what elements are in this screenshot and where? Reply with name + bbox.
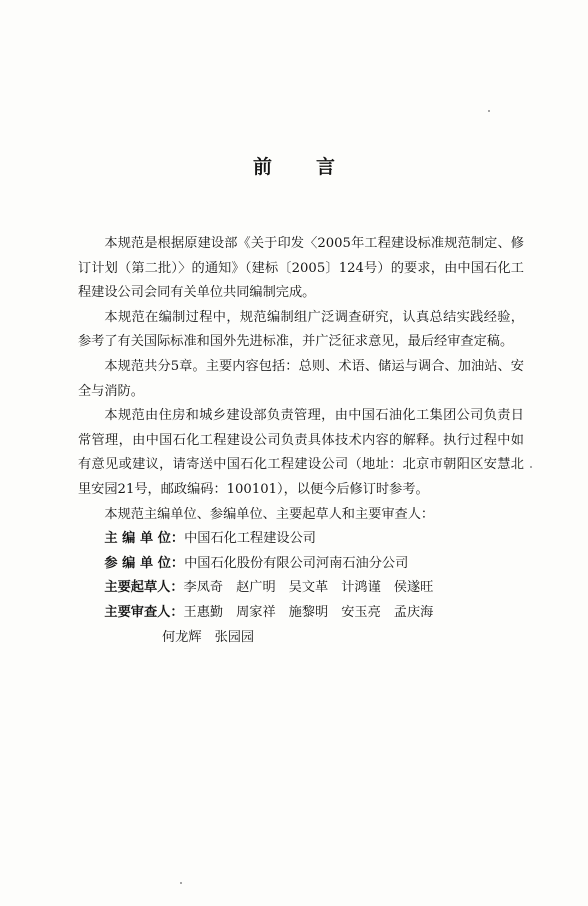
drafters-names (184, 576, 447, 601)
reviewer-name: 安玉亮 (341, 604, 381, 620)
paragraph-3: 本规范共分5章。主要内容包括：总则、术语、储运与调合、加油站、安全与消防。 (78, 358, 524, 399)
participating-unit-value: 中国石化股份有限公司河南石油分公司 (184, 555, 409, 571)
title-char-2: 言 (316, 156, 336, 178)
reviewer-name: 施黎明 (288, 604, 329, 620)
page-title (0, 152, 588, 179)
chief-unit-value: 中国石化工程建设公司 (184, 531, 316, 547)
title-char-1: 前 (252, 156, 272, 178)
participating-unit-label: 参 编 单 位： (104, 555, 185, 571)
scan-speck (488, 110, 490, 112)
reviewer-name: 王惠勤 (183, 604, 224, 620)
reviewer-name: 张园园 (214, 629, 255, 645)
drafter-name: 吴文革 (288, 580, 329, 596)
drafters-row (78, 576, 524, 601)
scan-speck (530, 466, 532, 468)
participating-unit-row (78, 552, 524, 577)
drafters-label: 主要起草人： (104, 580, 184, 596)
reviewer-name: 周家祥 (236, 604, 276, 620)
drafter-name: 侯遂旺 (393, 580, 434, 596)
drafter-name: 计鸿谨 (341, 580, 381, 596)
paragraph-5: 本规范主编单位、参编单位、主要起草人和主要审查人： (104, 506, 435, 522)
paragraph-2: 本规范在编制过程中，规范编制组广泛调查研究，认真总结实践经验，参考了有关国际标准和国外先进标准，并广泛征求意见，最后经审查定稿。 (78, 309, 524, 350)
contributors-list (78, 527, 524, 650)
reviewers-row (78, 601, 524, 626)
reviewer-name: 何龙辉 (162, 629, 202, 645)
drafter-name: 赵广明 (236, 580, 276, 596)
chief-unit-row (78, 527, 524, 552)
preface-body (78, 232, 524, 650)
scan-speck (180, 882, 182, 884)
reviewers-names (184, 601, 447, 626)
paragraph-4: 本规范由住房和城乡建设部负责管理，由中国石油化工集团公司负责日常管理，由中国石化工程建设公司负责具体技术内容的解释。执行过程中如有意见或建议，请寄送中国石化工程建设公司（地址：北京市朝阳区安慧北里安园21号，邮政编码：100101），以便今后修订时参考。 (78, 408, 524, 497)
paragraph-1: 本规范是根据原建设部《关于印发〈2005年工程建设标准规范制定、修订计划（第二批）〉的通知》（建标〔2005〕124号）的要求，由中国石化工程建设公司会同有关单位共同编制完成。 (78, 236, 524, 301)
reviewers-label: 主要审查人： (104, 604, 184, 620)
reviewer-name: 孟庆海 (393, 604, 434, 620)
drafter-name: 李凤奇 (183, 580, 224, 596)
reviewers-row-continued (78, 626, 524, 651)
chief-unit-label: 主 编 单 位： (104, 531, 185, 547)
